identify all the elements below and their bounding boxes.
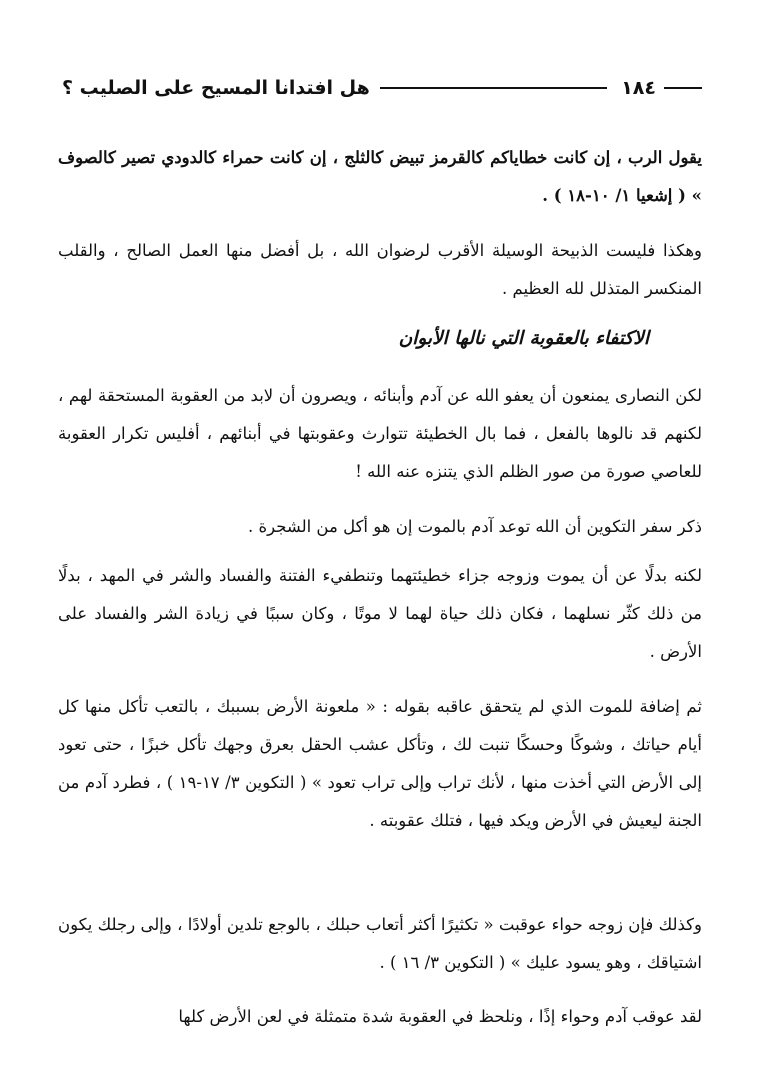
paragraph-genesis-death: ذكر سفر التكوين أن الله توعد آدم بالموت إن هو أكل من الشجرة . [247,517,702,536]
paragraph-isaiah-quote: يقول الرب ، إن كانت خطاياكم كالقرمز تبيض كالثلج ، إن كانت حمراء كالدودي تصير كالصوف » ( إشعيا ١/ ١٠-١٨ ) . [58,148,702,205]
paragraph-sacrifice: وهكذا فليست الذبيحة الوسيلة الأقرب لرضوان الله ، بل أفضل منها العمل الصالح ، والقلب المنكسر المتذلل لله العظيم . [58,241,702,298]
header-rule-long [380,87,607,89]
running-header [62,72,702,104]
paragraph-offspring: لكنه بدلًا عن أن يموت وزوجه جزاء خطيئتهما وتنطفيء الفتنة والفساد والشر في المهد ، بدلًا من ذلك كثّر نسلهما ، فكان ذلك حياة لهما لا موتًا ، وكان سببًا في زيادة الشر والفساد على الأرض . [58,566,702,661]
page-number: ١٨٤ [621,77,656,99]
section-heading: الاكتفاء بالعقوبة التي نالها الأبوان [398,328,649,349]
header-rule-short [664,87,702,89]
paragraph-eve-punishment: وكذلك فإن زوجه حواء عوقبت « تكثيرًا أكثر أتعاب حبلك ، بالوجع تلدين أولادًا ، وإلى رجلك يكون اشتياقك ، وهو يسود عليك » ( التكوين ٣/ ١٦ ) . [58,915,702,972]
paragraph-adam-curse: ثم إضافة للموت الذي لم يتحقق عاقبه بقوله : « ملعونة الأرض بسببك ، بالتعب تأكل منها كل أيام حياتك ، وشوكًا وحسكًا تنبت لك ، وتأكل عشب الحقل بعرق وجهك تأكل خبزًا ، حتى تعود إلى الأرض التي أخذت منها ، لأنك تراب وإلى تراب تعود » ( التكوين ٣/ ١٧-١٩ ) ، فطرد آدم من الجنة ليعيش في الأرض ويكد فيها ، فتلك عقوبته . [58,697,702,830]
paragraph-conclusion: لقد عوقب آدم وحواء إذًا ، ونلحظ في العقوبة شدة متمثلة في لعن الأرض كلها [178,1007,702,1026]
paragraph-christians-punishment: لكن النصارى يمنعون أن يعفو الله عن آدم وأبنائه ، ويصرون أن لابد من العقوبة المستحقة لهم ، لكنهم قد نالوها بالفعل ، فما بال الخطيئة تتوارث وعقوبتها في أبنائهم ، أفليس تكرار العقوبة للعاصي صورة من صور الظلم الذي يتنزه عنه الله ! [58,386,702,481]
running-title: هل افتدانا المسيح على الصليب ؟ [62,77,370,99]
